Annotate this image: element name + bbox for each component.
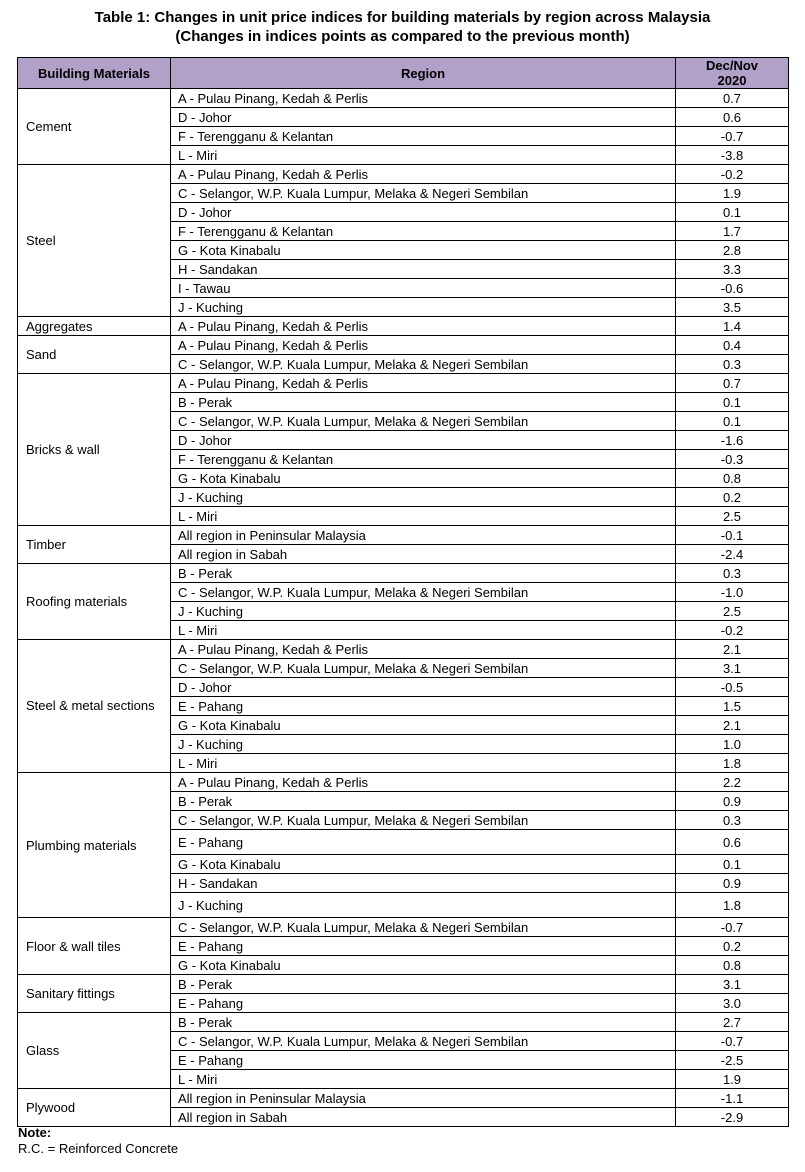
- region-cell: J - Kuching: [171, 488, 676, 507]
- material-cell: Glass: [18, 1013, 171, 1089]
- value-cell: 2.1: [676, 716, 789, 735]
- value-cell: 1.8: [676, 754, 789, 773]
- note-text: R.C. = Reinforced Concrete: [18, 1141, 179, 1156]
- value-cell: -0.2: [676, 165, 789, 184]
- value-cell: 2.7: [676, 1013, 789, 1032]
- region-cell: G - Kota Kinabalu: [171, 716, 676, 735]
- value-cell: 3.3: [676, 260, 789, 279]
- material-cell: Steel: [18, 165, 171, 317]
- region-cell: G - Kota Kinabalu: [171, 855, 676, 874]
- region-cell: C - Selangor, W.P. Kuala Lumpur, Melaka & Negeri Sembilan: [171, 659, 676, 678]
- value-cell: 0.3: [676, 355, 789, 374]
- value-cell: 1.5: [676, 697, 789, 716]
- value-cell: 0.1: [676, 203, 789, 222]
- region-cell: J - Kuching: [171, 735, 676, 754]
- region-cell: G - Kota Kinabalu: [171, 956, 676, 975]
- price-index-table: [17, 57, 789, 1127]
- region-cell: A - Pulau Pinang, Kedah & Perlis: [171, 336, 676, 355]
- region-cell: A - Pulau Pinang, Kedah & Perlis: [171, 165, 676, 184]
- value-cell: -2.4: [676, 545, 789, 564]
- value-cell: 1.8: [676, 893, 789, 918]
- region-cell: B - Perak: [171, 1013, 676, 1032]
- table-row: [18, 564, 789, 583]
- value-cell: 0.7: [676, 374, 789, 393]
- value-cell: 2.8: [676, 241, 789, 260]
- table-row: [18, 526, 789, 545]
- region-cell: L - Miri: [171, 621, 676, 640]
- region-cell: E - Pahang: [171, 697, 676, 716]
- value-cell: -1.0: [676, 583, 789, 602]
- table-row: [18, 1013, 789, 1032]
- region-cell: B - Perak: [171, 393, 676, 412]
- value-cell: -0.1: [676, 526, 789, 545]
- region-cell: E - Pahang: [171, 994, 676, 1013]
- table-row: [18, 336, 789, 355]
- table-body: [18, 89, 789, 1127]
- table-row: [18, 975, 789, 994]
- value-cell: 3.1: [676, 659, 789, 678]
- material-cell: Aggregates: [18, 317, 171, 336]
- region-cell: A - Pulau Pinang, Kedah & Perlis: [171, 640, 676, 659]
- region-cell: I - Tawau: [171, 279, 676, 298]
- value-cell: 0.6: [676, 108, 789, 127]
- value-cell: 3.1: [676, 975, 789, 994]
- table-row: [18, 89, 789, 108]
- table-row: [18, 1089, 789, 1108]
- region-cell: All region in Sabah: [171, 545, 676, 564]
- region-cell: H - Sandakan: [171, 260, 676, 279]
- region-cell: E - Pahang: [171, 830, 676, 855]
- value-cell: 3.0: [676, 994, 789, 1013]
- note-label: Note:: [18, 1125, 52, 1140]
- value-cell: 2.2: [676, 773, 789, 792]
- region-cell: J - Kuching: [171, 893, 676, 918]
- region-cell: L - Miri: [171, 146, 676, 165]
- value-cell: -0.7: [676, 127, 789, 146]
- region-cell: A - Pulau Pinang, Kedah & Perlis: [171, 89, 676, 108]
- table-row: [18, 165, 789, 184]
- value-cell: -2.9: [676, 1108, 789, 1127]
- material-cell: Floor & wall tiles: [18, 918, 171, 975]
- region-cell: All region in Peninsular Malaysia: [171, 526, 676, 545]
- material-cell: Sanitary fittings: [18, 975, 171, 1013]
- value-cell: 0.4: [676, 336, 789, 355]
- table-title: [0, 8, 805, 46]
- header-value-line-2: 2020: [717, 73, 747, 88]
- region-cell: F - Terengganu & Kelantan: [171, 450, 676, 469]
- footnote: [18, 1125, 178, 1157]
- region-cell: D - Johor: [171, 203, 676, 222]
- value-cell: -0.2: [676, 621, 789, 640]
- value-cell: 0.6: [676, 830, 789, 855]
- header-building-materials: Building Materials: [18, 58, 171, 89]
- value-cell: 0.3: [676, 811, 789, 830]
- region-cell: B - Perak: [171, 792, 676, 811]
- value-cell: 0.1: [676, 855, 789, 874]
- region-cell: D - Johor: [171, 431, 676, 450]
- region-cell: C - Selangor, W.P. Kuala Lumpur, Melaka & Negeri Sembilan: [171, 811, 676, 830]
- value-cell: 2.1: [676, 640, 789, 659]
- region-cell: L - Miri: [171, 507, 676, 526]
- region-cell: L - Miri: [171, 754, 676, 773]
- header-value-line-1: Dec/Nov: [705, 58, 759, 73]
- material-cell: Cement: [18, 89, 171, 165]
- material-cell: Steel & metal sections: [18, 640, 171, 773]
- region-cell: E - Pahang: [171, 1051, 676, 1070]
- value-cell: -3.8: [676, 146, 789, 165]
- region-cell: D - Johor: [171, 108, 676, 127]
- value-cell: 0.9: [676, 792, 789, 811]
- value-cell: 0.8: [676, 956, 789, 975]
- material-cell: Sand: [18, 336, 171, 374]
- region-cell: B - Perak: [171, 975, 676, 994]
- value-cell: -1.6: [676, 431, 789, 450]
- value-cell: 0.3: [676, 564, 789, 583]
- title-line-1: Table 1: Changes in unit price indices for building materials by region across Malaysia: [94, 9, 711, 26]
- value-cell: -0.7: [676, 918, 789, 937]
- value-cell: -0.7: [676, 1032, 789, 1051]
- value-cell: 0.2: [676, 937, 789, 956]
- value-cell: -0.3: [676, 450, 789, 469]
- header-row: [18, 58, 789, 89]
- value-cell: 0.9: [676, 874, 789, 893]
- value-cell: 0.1: [676, 412, 789, 431]
- value-cell: -2.5: [676, 1051, 789, 1070]
- region-cell: E - Pahang: [171, 937, 676, 956]
- value-cell: 0.2: [676, 488, 789, 507]
- value-cell: 0.7: [676, 89, 789, 108]
- value-cell: -0.5: [676, 678, 789, 697]
- region-cell: C - Selangor, W.P. Kuala Lumpur, Melaka & Negeri Sembilan: [171, 184, 676, 203]
- value-cell: 1.9: [676, 184, 789, 203]
- value-cell: 1.4: [676, 317, 789, 336]
- region-cell: C - Selangor, W.P. Kuala Lumpur, Melaka & Negeri Sembilan: [171, 412, 676, 431]
- region-cell: A - Pulau Pinang, Kedah & Perlis: [171, 374, 676, 393]
- region-cell: C - Selangor, W.P. Kuala Lumpur, Melaka & Negeri Sembilan: [171, 1032, 676, 1051]
- value-cell: 3.5: [676, 298, 789, 317]
- title-line-2: (Changes in indices points as compared to the previous month): [175, 28, 630, 45]
- region-cell: G - Kota Kinabalu: [171, 469, 676, 488]
- table-row: [18, 374, 789, 393]
- table-row: [18, 640, 789, 659]
- region-cell: C - Selangor, W.P. Kuala Lumpur, Melaka & Negeri Sembilan: [171, 918, 676, 937]
- header-dec-nov-2020: [676, 58, 789, 89]
- value-cell: 0.8: [676, 469, 789, 488]
- region-cell: H - Sandakan: [171, 874, 676, 893]
- region-cell: C - Selangor, W.P. Kuala Lumpur, Melaka & Negeri Sembilan: [171, 355, 676, 374]
- value-cell: 1.7: [676, 222, 789, 241]
- table-row: [18, 317, 789, 336]
- material-cell: Bricks & wall: [18, 374, 171, 526]
- material-cell: Plumbing materials: [18, 773, 171, 918]
- region-cell: D - Johor: [171, 678, 676, 697]
- region-cell: F - Terengganu & Kelantan: [171, 127, 676, 146]
- region-cell: L - Miri: [171, 1070, 676, 1089]
- value-cell: -1.1: [676, 1089, 789, 1108]
- table-row: [18, 918, 789, 937]
- region-cell: J - Kuching: [171, 298, 676, 317]
- table-row: [18, 773, 789, 792]
- material-cell: Roofing materials: [18, 564, 171, 640]
- material-cell: Timber: [18, 526, 171, 564]
- value-cell: 1.0: [676, 735, 789, 754]
- material-cell: Plywood: [18, 1089, 171, 1127]
- region-cell: A - Pulau Pinang, Kedah & Perlis: [171, 317, 676, 336]
- value-cell: 0.1: [676, 393, 789, 412]
- region-cell: All region in Sabah: [171, 1108, 676, 1127]
- header-region: Region: [171, 58, 676, 89]
- region-cell: C - Selangor, W.P. Kuala Lumpur, Melaka & Negeri Sembilan: [171, 583, 676, 602]
- region-cell: B - Perak: [171, 564, 676, 583]
- region-cell: J - Kuching: [171, 602, 676, 621]
- value-cell: 2.5: [676, 602, 789, 621]
- region-cell: All region in Peninsular Malaysia: [171, 1089, 676, 1108]
- region-cell: A - Pulau Pinang, Kedah & Perlis: [171, 773, 676, 792]
- value-cell: 1.9: [676, 1070, 789, 1089]
- value-cell: -0.6: [676, 279, 789, 298]
- region-cell: F - Terengganu & Kelantan: [171, 222, 676, 241]
- value-cell: 2.5: [676, 507, 789, 526]
- region-cell: G - Kota Kinabalu: [171, 241, 676, 260]
